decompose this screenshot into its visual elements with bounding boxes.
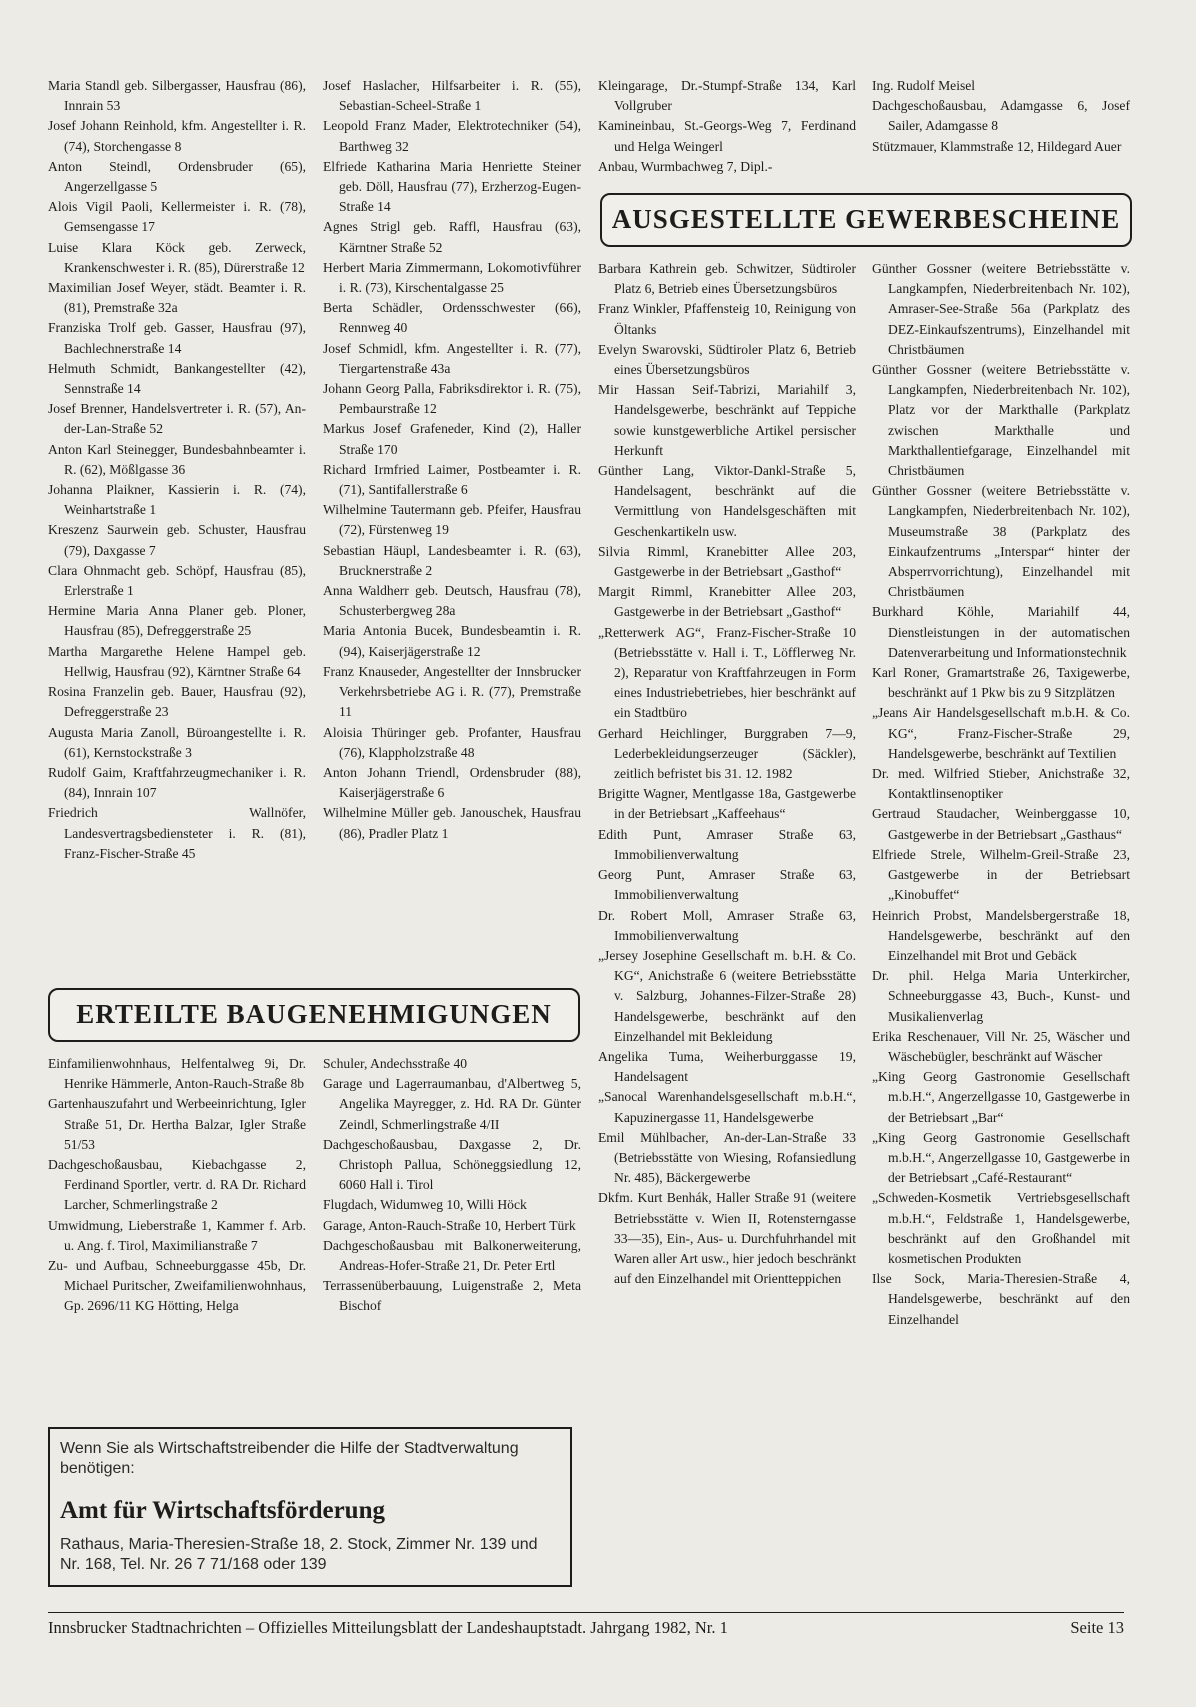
list-item: Josef Johann Reinhold, kfm. Angestellter i. R. (74), Storchengasse 8 [48, 118, 306, 154]
notice-address: Rathaus, Maria-Theresien-Straße 18, 2. Stock, Zimmer Nr. 139 und Nr. 168, Tel. Nr. 26 7 71/168 oder 139 [60, 1536, 538, 1573]
list-item: Aloisia Thüringer geb. Profanter, Hausfrau (76), Klappholzstraße 48 [323, 724, 581, 760]
permits-continued-column-3 [598, 76, 856, 177]
list-item: Franziska Trolf geb. Gasser, Hausfrau (97), Bachlechnerstraße 14 [48, 320, 306, 356]
list-item: Gartenhauszufahrt und Werbeeinrichtung, Igler Straße 51, Dr. Hertha Balzar, Igler Straße 51/53 [48, 1096, 306, 1152]
list-item: Ing. Rudolf Meisel [872, 78, 976, 93]
list-item: Zu- und Aufbau, Schneeburggasse 45b, Dr. Michael Puritscher, Zweifamilienwohnhaus, Gp. 2696/11 KG Hötting, Helga [48, 1258, 306, 1314]
heading-gewerbescheine: AUSGESTELLTE GEWERBESCHEINE [600, 193, 1132, 247]
page-footer [48, 1618, 1124, 1638]
list-item: Dkfm. Kurt Benhák, Haller Straße 91 (weitere Betriebsstätte v. Wien II, Rotensterngasse 33—35), Ein-, Aus- u. Durchfuhrhandel mit Waren aller Art usw., hier jedoch beschränkt auf den Einzelhandel mit Orientteppichen [598, 1190, 856, 1287]
list-item: Maria Standl geb. Silbergasser, Hausfrau (86), Innrain 53 [48, 78, 306, 114]
list-item: Garage und Lagerraumanbau, d'Albertweg 5, Angelika Mayregger, z. Hd. RA Dr. Günter Zeindl, Schmerlingstraße 4/II [323, 1076, 581, 1132]
list-item: Günther Lang, Viktor-Dankl-Straße 5, Handelsagent, beschränkt auf die Vermittlung von Handelsgeschäften mit Geschenkartikeln usw. [598, 463, 856, 539]
list-item: Brigitte Wagner, Mentlgasse 18a, Gastgewerbe in der Betriebsart „Kaffeehaus“ [598, 786, 856, 822]
list-item: Kamineinbau, St.-Georgs-Weg 7, Ferdinand und Helga Weingerl [598, 118, 856, 154]
list-item: Terrassenüberbauung, Luigenstraße 2, Meta Bischof [323, 1278, 581, 1314]
list-item: „Jersey Josephine Gesellschaft m. b.H. & Co. KG“, Anichstraße 6 (weitere Betriebsstätte v. Salzburg, Johannes-Filzer-Straße 28) Handelsgewerbe, beschränkt auf den Einzelhandel mit Bekleidung [598, 947, 856, 1044]
footer-page-number: Seite 13 [1070, 1618, 1124, 1637]
list-item: Friedrich Wallnöfer, Landesvertragsbediensteter i. R. (81), Franz-Fischer-Straße 45 [48, 805, 306, 861]
list-item: Dachgeschoßausbau, Daxgasse 2, Dr. Christoph Pallua, Schöneggsiedlung 12, 6060 Hall i. Tirol [323, 1136, 581, 1193]
list-item: Kreszenz Saurwein geb. Schuster, Hausfrau (79), Daxgasse 7 [48, 522, 306, 558]
list-item: Kleingarage, Dr.-Stumpf-Straße 134, Karl Vollgruber [598, 78, 856, 114]
permits-continued-column-4 [872, 76, 1130, 157]
list-item: Stützmauer, Klammstraße 12, Hildegard Auer [872, 138, 1122, 154]
list-item: Josef Brenner, Handelsvertreter i. R. (57), An-der-Lan-Straße 52 [48, 401, 306, 437]
list-item: Ilse Sock, Maria-Theresien-Straße 4, Handelsgewerbe, beschränkt auf den Einzelhandel [872, 1271, 1130, 1327]
list-item: Anna Waldherr geb. Deutsch, Hausfrau (78), Schusterbergweg 28a [323, 583, 581, 619]
list-item: Angelika Tuma, Weiherburggasse 19, Handelsagent [598, 1048, 856, 1085]
list-item: „King Georg Gastronomie Gesellschaft m.b.H.“, Angerzellgasse 10, Gastgewerbe in der Betriebsart „Bar“ [872, 1069, 1130, 1125]
list-item: Gerhard Heichlinger, Burggraben 7—9, Lederbekleidungserzeuger (Säckler), zeitlich befristet bis 31. 12. 1982 [598, 725, 856, 782]
list-item: Franz Winkler, Pfaffensteig 10, Reinigung von Öltanks [598, 301, 856, 337]
list-item: Franz Knauseder, Angestellter der Innsbrucker Verkehrsbetriebe AG i. R. (77), Premstraße 11 [323, 663, 581, 720]
list-item: Anton Karl Steinegger, Bundesbahnbeamter i. R. (62), Mößlgasse 36 [48, 441, 306, 477]
list-item: Edith Punt, Amraser Straße 63, Immobilienverwaltung [598, 826, 856, 862]
list-item: Dachgeschoßausbau, Kiebachgasse 2, Ferdinand Sportler, vertr. d. RA Dr. Richard Larcher, Schmerlingstraße 2 [48, 1157, 306, 1213]
list-item: Karl Roner, Gramartstraße 26, Taxigewerbe, beschränkt auf 1 Pkw bis zu 9 Sitzplätzen [872, 665, 1130, 701]
list-item: Sebastian Häupl, Landesbeamter i. R. (63), Brucknerstraße 2 [323, 542, 581, 578]
list-item: „King Georg Gastronomie Gesellschaft m.b.H.“, Angerzellgasse 10, Gastgewerbe in der Betriebsart „Café-Restaurant“ [872, 1129, 1130, 1186]
list-item: Margit Rimml, Kranebitter Allee 203, Gastgewerbe in der Betriebsart „Gasthof“ [598, 584, 856, 620]
list-item: Wilhelmine Tautermann geb. Pfeifer, Hausfrau (72), Fürstenweg 19 [323, 502, 581, 538]
footer-publication: Innsbrucker Stadtnachrichten – Offizielles Mitteilungsblatt der Landeshauptstadt. Jahrgang 1982, Nr. 1 [48, 1618, 728, 1637]
list-item: Alois Vigil Paoli, Kellermeister i. R. (78), Gemsengasse 17 [48, 199, 306, 235]
list-item: Martha Margarethe Helene Hampel geb. Hellwig, Hausfrau (92), Kärntner Straße 64 [48, 643, 306, 679]
list-item: „Sanocal Warenhandelsgesellschaft m.b.H.“, Kapuzinergasse 11, Handelsgewerbe [598, 1089, 856, 1125]
list-item: Burkhard Köhle, Mariahilf 44, Dienstleistungen in der automatischen Datenverarbeitung und Informationstechnik [872, 604, 1130, 660]
list-item: Markus Josef Grafeneder, Kind (2), Haller Straße 170 [323, 421, 581, 457]
list-item: Johanna Plaikner, Kassierin i. R. (74), Weinhartstraße 1 [48, 482, 306, 518]
list-item: Georg Punt, Amraser Straße 63, Immobilienverwaltung [598, 867, 856, 903]
list-item: Rudolf Gaim, Kraftfahrzeugmechaniker i. R. (84), Innrain 107 [48, 764, 306, 801]
trade-licenses-column-4 [872, 259, 1130, 1330]
list-item: Dachgeschoßausbau mit Balkonerweiterung, Andreas-Hofer-Straße 21, Dr. Peter Ertl [323, 1237, 581, 1274]
list-item: Heinrich Probst, Mandelsbergerstraße 18, Handelsgewerbe, beschränkt auf den Einzelhandel mit Brot und Gebäck [872, 907, 1130, 963]
list-item: Josef Haslacher, Hilfsarbeiter i. R. (55), Sebastian-Scheel-Straße 1 [323, 78, 581, 114]
list-item: Maximilian Josef Weyer, städt. Beamter i. R. (81), Premstraße 32a [48, 280, 306, 316]
notice-office-name: Amt für Wirtschaftsförderung [60, 1497, 385, 1524]
list-item: Clara Ohnmacht geb. Schöpf, Hausfrau (85), Erlerstraße 1 [48, 562, 306, 599]
list-item: Agnes Strigl geb. Raffl, Hausfrau (63), Kärntner Straße 52 [323, 219, 581, 255]
list-item: „Jeans Air Handelsgesellschaft m.b.H. & Co. KG“, Franz-Fischer-Straße 29, Handelsgewerbe, beschränkt auf Textilien [872, 705, 1130, 761]
list-item: Hermine Maria Anna Planer geb. Ploner, Hausfrau (85), Defreggerstraße 25 [48, 603, 306, 639]
list-item: Augusta Maria Zanoll, Büroangestellte i. R. (61), Kernstockstraße 3 [48, 724, 306, 760]
deaths-column-2 [323, 76, 581, 844]
list-item: Josef Schmidl, kfm. Angestellter i. R. (77), Tiergartenstraße 43a [323, 340, 581, 376]
list-item: Wilhelmine Müller geb. Janouschek, Hausfrau (86), Pradler Platz 1 [323, 805, 581, 841]
list-item: Mir Hassan Seif-Tabrizi, Mariahilf 3, Handelsgewerbe, beschränkt auf Teppiche sowie kunstgewerbliche Artikel persischer Herkunft [598, 382, 856, 458]
list-item: Johann Georg Palla, Fabriksdirektor i. R. (75), Pembaurstraße 12 [323, 381, 581, 417]
list-item: Richard Irmfried Laimer, Postbeamter i. R. (71), Santifallerstraße 6 [323, 461, 581, 498]
list-item: Flugdach, Widumweg 10, Willi Höck [323, 1197, 527, 1213]
footer-divider [48, 1612, 1124, 1613]
trade-licenses-column-3 [598, 259, 856, 1289]
list-item: Dr. med. Wilfried Stieber, Anichstraße 32, Kontaktlinsenoptiker [872, 766, 1130, 802]
list-item: Leopold Franz Mader, Elektrotechniker (54), Barthweg 32 [323, 118, 581, 154]
list-item: Emil Mühlbacher, An-der-Lan-Straße 33 (Betriebsstätte von Wiesing, Rofansiedlung Nr. 485), Bäckergewerbe [598, 1129, 856, 1186]
list-item: Dr. phil. Helga Maria Unterkircher, Schneeburggasse 43, Buch-, Kunst- und Musikalienverlag [872, 968, 1130, 1024]
list-item: Erika Reschenauer, Vill Nr. 25, Wäscher und Wäschebügler, beschränkt auf Wäscher [872, 1028, 1130, 1064]
list-item: Elfriede Katharina Maria Henriette Steiner geb. Döll, Hausfrau (77), Erzherzog-Eugen-Straße 14 [323, 158, 581, 215]
list-item: Günther Gossner (weitere Betriebsstätte v. Langkampfen, Niederbreitenbach Nr. 102), Platz vor der Markthalle (Parkplatz zwischen Markthalle und Markthallentiefgarage, Einzelhandel mit Christbäumen [872, 362, 1130, 479]
list-item: Barbara Kathrein geb. Schwitzer, Südtiroler Platz 6, Betrieb eines Übersetzungsbüros [598, 261, 856, 297]
list-item: „Retterwerk AG“, Franz-Fischer-Straße 10 (Betriebsstätte v. Hall i. T., Löfflerweg Nr. 2), Reparatur von Kraftfahrzeugen in Form eines Industriebetriebes, hier beschränkt auf ein Stadtbüro [598, 624, 856, 721]
list-item: Herbert Maria Zimmermann, Lokomotivführer i. R. (73), Kirschentalgasse 25 [323, 259, 581, 296]
heading-baugenehmigungen: ERTEILTE BAUGENEHMIGUNGEN [48, 988, 580, 1042]
list-item: „Schweden-Kosmetik Vertriebsgesellschaft m.b.H.“, Feldstraße 1, Handelsgewerbe, beschränkt auf den Großhandel mit kosmetischen Produkten [872, 1190, 1130, 1266]
list-item: Günther Gossner (weitere Betriebsstätte v. Langkampfen, Niederbreitenbach Nr. 102), Amraser-See-Straße 56a (Parkplatz des DEZ-Einkaufszentrums), Einzelhandel mit Christbäumen [872, 261, 1130, 357]
list-item: Anton Johann Triendl, Ordensbruder (88), Kaiserjägerstraße 6 [323, 764, 581, 801]
list-item: Rosina Franzelin geb. Bauer, Hausfrau (92), Defreggerstraße 23 [48, 684, 306, 720]
list-item: Gertraud Staudacher, Weinberggasse 10, Gastgewerbe in der Betriebsart „Gasthaus“ [872, 806, 1130, 842]
list-item: Berta Schädler, Ordensschwester (66), Rennweg 40 [323, 300, 581, 336]
notice-intro: Wenn Sie als Wirtschaftstreibender die Hilfe der Stadtverwaltung benötigen: [60, 1440, 519, 1477]
list-item: Silvia Rimml, Kranebitter Allee 203, Gastgewerbe in der Betriebsart „Gasthof“ [598, 543, 856, 580]
permits-column-2 [323, 1054, 581, 1317]
economic-development-notice [48, 1427, 572, 1587]
list-item: Garage, Anton-Rauch-Straße 10, Herbert Türk [323, 1217, 576, 1233]
list-item: Umwidmung, Lieberstraße 1, Kammer f. Arb. u. Ang. f. Tirol, Maximilianstraße 7 [48, 1217, 306, 1253]
list-item: Günther Gossner (weitere Betriebsstätte v. Langkampfen, Niederbreitenbach Nr. 102), Museumstraße 38 (Parkplatz des Einkaufzentrums „Interspar“ hinter der Absperrvorrichtung), Einzelhandel mit Christbäumen [872, 483, 1130, 600]
list-item: Helmuth Schmidt, Bankangestellter (42), Sennstraße 14 [48, 360, 306, 397]
list-item: Dachgeschoßausbau, Adamgasse 6, Josef Sailer, Adamgasse 8 [872, 98, 1130, 134]
list-item: Schuler, Andechsstraße 40 [323, 1056, 468, 1071]
list-item: Maria Antonia Bucek, Bundesbeamtin i. R. (94), Kaiserjägerstraße 12 [323, 623, 581, 659]
list-item: Anbau, Wurmbachweg 7, Dipl.- [598, 158, 773, 174]
list-item: Einfamilienwohnhaus, Helfentalweg 9i, Dr. Henrike Hämmerle, Anton-Rauch-Straße 8b [48, 1056, 306, 1092]
list-item: Evelyn Swarovski, Südtiroler Platz 6, Betrieb eines Übersetzungsbüros [598, 341, 856, 378]
list-item: Anton Steindl, Ordensbruder (65), Angerzellgasse 5 [48, 158, 306, 195]
list-item: Dr. Robert Moll, Amraser Straße 63, Immobilienverwaltung [598, 907, 856, 943]
permits-column-1 [48, 1054, 306, 1317]
list-item: Luise Klara Köck geb. Zerweck, Krankenschwester i. R. (85), Dürerstraße 12 [48, 239, 306, 275]
list-item: Elfriede Strele, Wilhelm-Greil-Straße 23, Gastgewerbe in der Betriebsart „Kinobuffet“ [872, 846, 1130, 903]
deaths-column-1 [48, 76, 306, 864]
